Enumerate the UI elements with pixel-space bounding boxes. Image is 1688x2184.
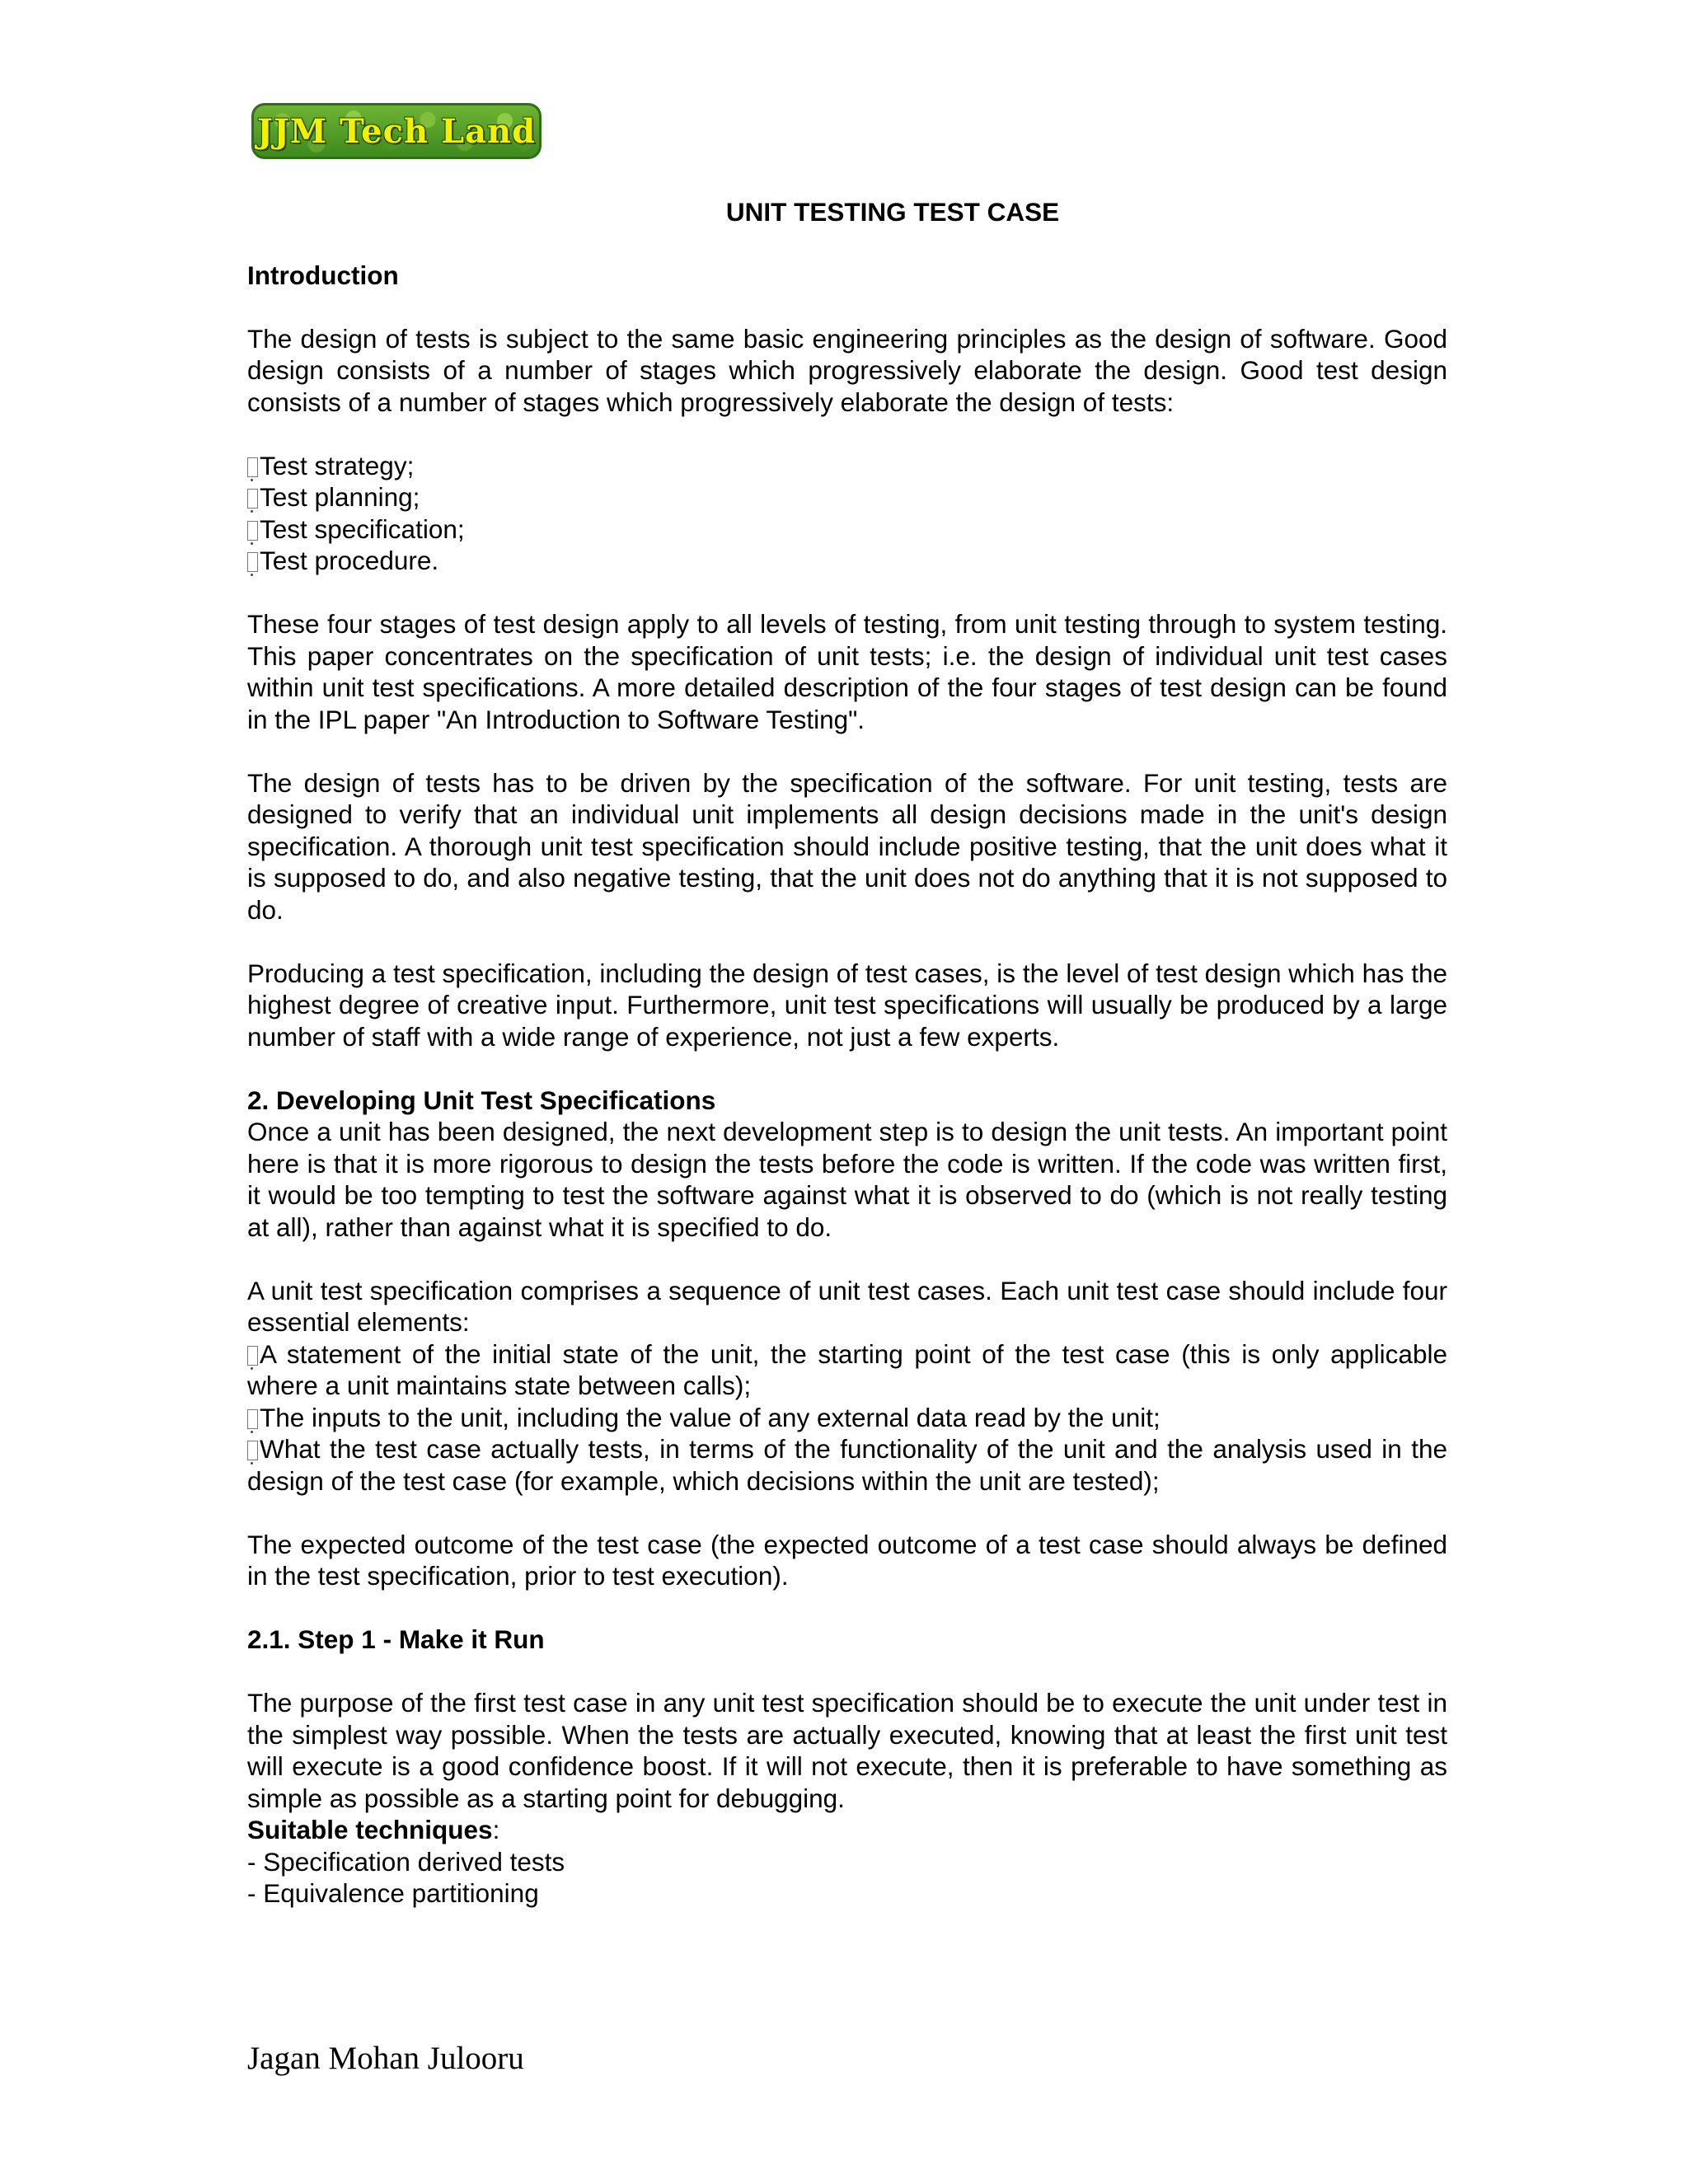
list-item: Test specification; — [247, 513, 1447, 546]
logo-text: JJM Tech Land — [256, 111, 537, 151]
bullet-icon — [247, 457, 258, 477]
list-item: - Equivalence partitioning — [247, 1878, 539, 1908]
intro-paragraph-3: The design of tests has to be driven by the specification of the software. For unit testing, tests are designed to verify that an individual unit implements all design decisions made in the unit's design specification. A thorough unit test specification should include positive testing, that the unit does what it is supposed to do, and also negative testing, that the unit does not do anything that it is not supposed to do. — [247, 767, 1447, 925]
bullet-icon — [247, 521, 258, 541]
list-item: A statement of the initial state of the unit, the starting point of the test case (this is only applicable where a unit maintains state between calls); — [247, 1338, 1447, 1400]
bullet-icon — [247, 552, 258, 572]
jjm-tech-land-logo — [251, 103, 542, 159]
section-2-paragraph-2: A unit test specification comprises a sequence of unit test cases. Each unit test case should include four essential elements: — [247, 1275, 1447, 1337]
list-item: The inputs to the unit, including the value of any external data read by the unit; — [247, 1402, 1447, 1434]
test-design-stages-list — [247, 450, 1447, 577]
list-item: Test planning; — [247, 481, 1447, 513]
bullet-icon — [247, 1441, 258, 1460]
bullet-icon — [247, 489, 258, 509]
intro-paragraph-2: These four stages of test design apply to all levels of testing, from unit testing through to system testing. This paper concentrates on the specification of unit tests; i.e. the design of individual unit test cases within unit test specifications. A more detailed description of the four stages of test design can be found in the IPL paper "An Introduction to Software Testing". — [247, 609, 1447, 734]
section-2-paragraph-3: The expected outcome of the test case (the expected outcome of a test case should always be defined in the test specification, prior to test execution). — [247, 1529, 1447, 1591]
introduction-heading: Introduction — [247, 260, 399, 290]
section-2-1-paragraph-1: The purpose of the first test case in any unit test specification should be to execute the unit under test in the simplest way possible. When the tests are actually executed, knowing that at least the first unit test will execute is a good confidence boost. If it will not execute, then it is preferable to have something as simple as possible as a starting point for debugging. — [247, 1688, 1447, 1813]
footer-author: Jagan Mohan Julooru — [247, 2041, 524, 2076]
list-item: What the test case actually tests, in terms of the functionality of the unit and the analysis used in the design of the test case (for example, which decisions within the unit are tested); — [247, 1434, 1447, 1496]
essential-elements-list — [247, 1338, 1447, 1497]
section-2-1-heading: 2.1. Step 1 - Make it Run — [247, 1624, 545, 1654]
suitable-techniques-label: Suitable techniques: — [247, 1815, 500, 1844]
intro-paragraph-1: The design of tests is subject to the same basic engineering principles as the design of software. Good design consists of a number of stages which progressively elaborate the design. Good test design consists of a number of stages which progressively elaborate the design of tests: — [247, 323, 1447, 417]
list-item: Test strategy; — [247, 450, 1447, 482]
intro-paragraph-4: Producing a test specification, including the design of test cases, is the level of test design which has the highest degree of creative input. Furthermore, unit test specifications will usually be produced by a large number of staff with a wide range of experience, not just a few experts. — [247, 958, 1447, 1052]
section-2-paragraph-1: Once a unit has been designed, the next development step is to design the unit tests. An important point here is that it is more rigorous to design the tests before the code is written. If the code was written first, it would be too tempting to test the software against what it is observed to do (which is not really testing at all), rather than against what it is specified to do. — [247, 1117, 1447, 1242]
list-item: Test procedure. — [247, 545, 1447, 577]
bullet-icon — [247, 1346, 258, 1366]
bullet-icon — [247, 1409, 258, 1429]
section-2-heading: 2. Developing Unit Test Specifications — [247, 1085, 716, 1115]
document-title: UNIT TESTING TEST CASE — [725, 197, 1060, 227]
list-item: - Specification derived tests — [247, 1846, 565, 1877]
document-content — [247, 196, 1447, 1910]
